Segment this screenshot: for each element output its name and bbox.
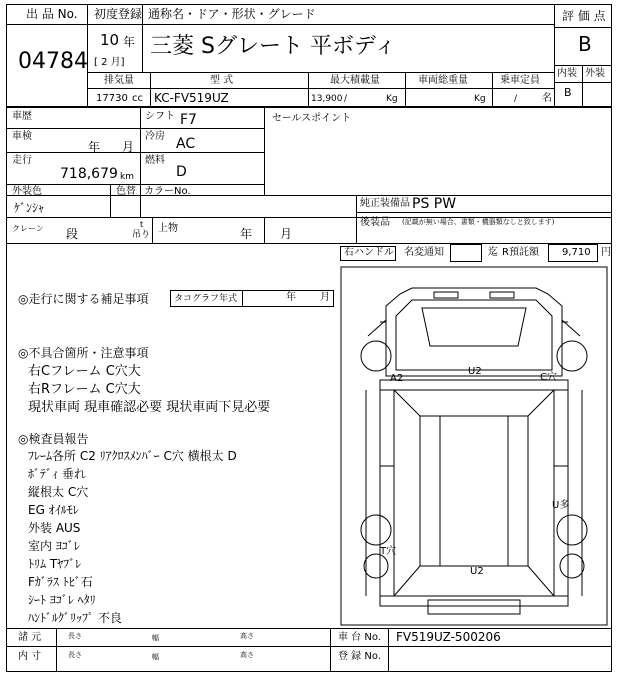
diagram-mark: C穴 — [540, 372, 557, 383]
max-load-unit: Kg — [386, 94, 398, 104]
aftermarket-note: (記載が無い場合、書類・機器類なしと致します) — [402, 218, 555, 226]
interior-label: 内装 — [557, 68, 577, 79]
top-body-year-unit: 年 — [240, 227, 253, 241]
shift-label: シフト — [145, 111, 175, 122]
top-body-label: 上物 — [158, 223, 178, 234]
defect-line: 右Rフレーム C穴大 — [28, 382, 141, 397]
shift-value: F7 — [180, 112, 197, 128]
max-load-label: 最大積載量 — [330, 75, 380, 86]
dims-label: 諸 元 — [18, 632, 42, 643]
r-tax-label: R預託額 — [502, 247, 539, 258]
crane-label: クレーン — [12, 224, 44, 233]
inspector-line: ﾎﾞﾃﾞｨ 垂れ — [28, 467, 86, 481]
inspector-title: ◎検査員報告 — [18, 432, 89, 446]
interior-width-label: 幅 — [152, 653, 159, 661]
reg-year: 10 — [100, 31, 120, 49]
registration-label: 登 録 No. — [338, 651, 381, 662]
max-load: 13,900 — [311, 94, 343, 104]
name-change-box — [450, 244, 482, 262]
chassis-number: FV519UZ-500206 — [396, 630, 501, 644]
inspector-line: 室内 ﾖｺﾞﾚ — [28, 539, 80, 553]
inspection-label: 車検 — [12, 131, 32, 142]
inspector-line: EG ｵｲﾙﾓﾚ — [28, 503, 79, 517]
defects-title: ◎不具合箇所・注意事項 — [18, 346, 149, 360]
reg-month: [ 2 月] — [94, 57, 125, 68]
exterior-label: 外装 — [585, 68, 605, 79]
tacho-year-unit: 年 — [286, 292, 296, 303]
diagram-mark: U2 — [470, 566, 484, 577]
ac-value: AC — [176, 136, 196, 152]
capacity-unit: 名 — [542, 93, 552, 104]
name-change-label: 名変通知 — [404, 247, 444, 258]
travel-notes-title: ◎走行に関する補足事項 — [18, 292, 149, 306]
ac-label: 冷房 — [145, 131, 165, 142]
diagram-mark: U2 — [468, 366, 482, 377]
inspector-line: 縦根太 C穴 — [28, 485, 89, 499]
defect-line: 右Cフレーム C穴大 — [28, 364, 141, 379]
displacement-label: 排気量 — [104, 75, 134, 86]
tacho-label: タコグラフ年式 — [174, 294, 238, 304]
diagram-mark: T穴 — [380, 546, 397, 557]
total-weight-label: 車両総重量 — [418, 75, 468, 86]
reg-year-unit: 年 — [123, 35, 136, 49]
overall-grade: B — [578, 32, 592, 56]
interior-length-label: 長さ — [68, 651, 82, 659]
selling-points-label: セールスポイント — [272, 113, 352, 124]
crane-ton-label: t — [140, 220, 144, 229]
grade-label: 評 価 点 — [562, 9, 606, 23]
inspector-line: ﾄﾘﾑ Tﾔﾌﾞﾚ — [28, 557, 82, 571]
equipment-label: 純正装備品 — [360, 198, 410, 209]
r-tax-yen: 円 — [601, 247, 611, 258]
fuel-value: D — [176, 164, 187, 180]
fuel-label: 燃料 — [145, 155, 165, 166]
defect-line: 現状車両 現車確認必要 現状車両下見必要 — [28, 400, 271, 415]
inspector-line: ｼｰﾄ ﾖｺﾞﾚ ﾍﾀﾘ — [28, 593, 96, 607]
crane-stage-unit: 段 — [66, 227, 79, 241]
interior-height-label: 高さ — [240, 651, 254, 659]
capacity-slash: / — [514, 94, 518, 104]
top-body-month-unit: 月 — [280, 227, 293, 241]
inspector-line: ﾊﾝﾄﾞﾙｸﾞﾘｯﾌﾟ 不良 — [28, 611, 122, 625]
model-label: 型 式 — [210, 75, 234, 86]
color-code-label: カラーNo. — [144, 186, 191, 197]
aftermarket-label: 後装品 — [360, 217, 390, 228]
max-load-slash: / — [344, 94, 348, 104]
diagram-mark: A2 — [390, 373, 404, 384]
mileage-label: 走行 — [12, 155, 32, 166]
dims-height-label: 高さ — [240, 632, 254, 640]
color-change-label: 色替 — [116, 186, 136, 197]
color-label: 外装色 — [12, 186, 42, 197]
car-name-label: 通称名・ドア・形状・グレード — [148, 7, 316, 21]
lot-number: 04784 — [18, 49, 88, 74]
history-label: 車歴 — [12, 111, 32, 122]
dims-width-label: 幅 — [152, 634, 159, 642]
displacement: 17730 — [96, 93, 128, 104]
lot-label: 出 品 No. — [26, 7, 78, 21]
inspector-line: 外装 AUS — [28, 521, 81, 535]
diagram-mark: U多 — [552, 500, 570, 511]
inspector-line: ﾌﾚｰﾑ各所 C2 ﾘｱｸﾛｽﾒﾝﾊﾞｰ C穴 横根太 D — [28, 449, 237, 463]
crane-suspend-label: 吊り — [132, 230, 151, 240]
mileage-prefix: 迄 — [488, 247, 498, 258]
capacity-label: 乗車定員 — [500, 75, 540, 86]
color-value: ｹﾞﾝｼｬ — [14, 201, 45, 215]
model-code: KC-FV519UZ — [154, 91, 229, 105]
equipment-value: PS PW — [412, 196, 457, 212]
total-weight-unit: Kg — [474, 94, 486, 104]
inspection-year-unit: 年 — [88, 140, 101, 154]
r-tax-value: 9,710 — [562, 247, 591, 258]
tacho-month-unit: 月 — [320, 292, 330, 303]
mileage-value: 718,679 — [60, 166, 118, 182]
inspector-line: Fｶﾞﾗｽ ﾄﾋﾞ石 — [28, 575, 93, 589]
first-reg-label: 初度登録 — [94, 7, 143, 21]
car-name: 三菱 Sグレート 平ボディ — [150, 34, 397, 59]
truck-diagram — [340, 266, 608, 626]
steering-value: 右ハンドル — [344, 247, 394, 258]
interior-dims-label: 内 寸 — [18, 651, 42, 662]
cc-unit: cc — [132, 93, 143, 104]
interior-grade: B — [564, 86, 572, 99]
chassis-label: 車 台 No. — [338, 632, 381, 643]
dims-length-label: 長さ — [68, 632, 82, 640]
inspection-month-unit: 月 — [122, 140, 135, 154]
mileage-unit: km — [120, 172, 134, 182]
